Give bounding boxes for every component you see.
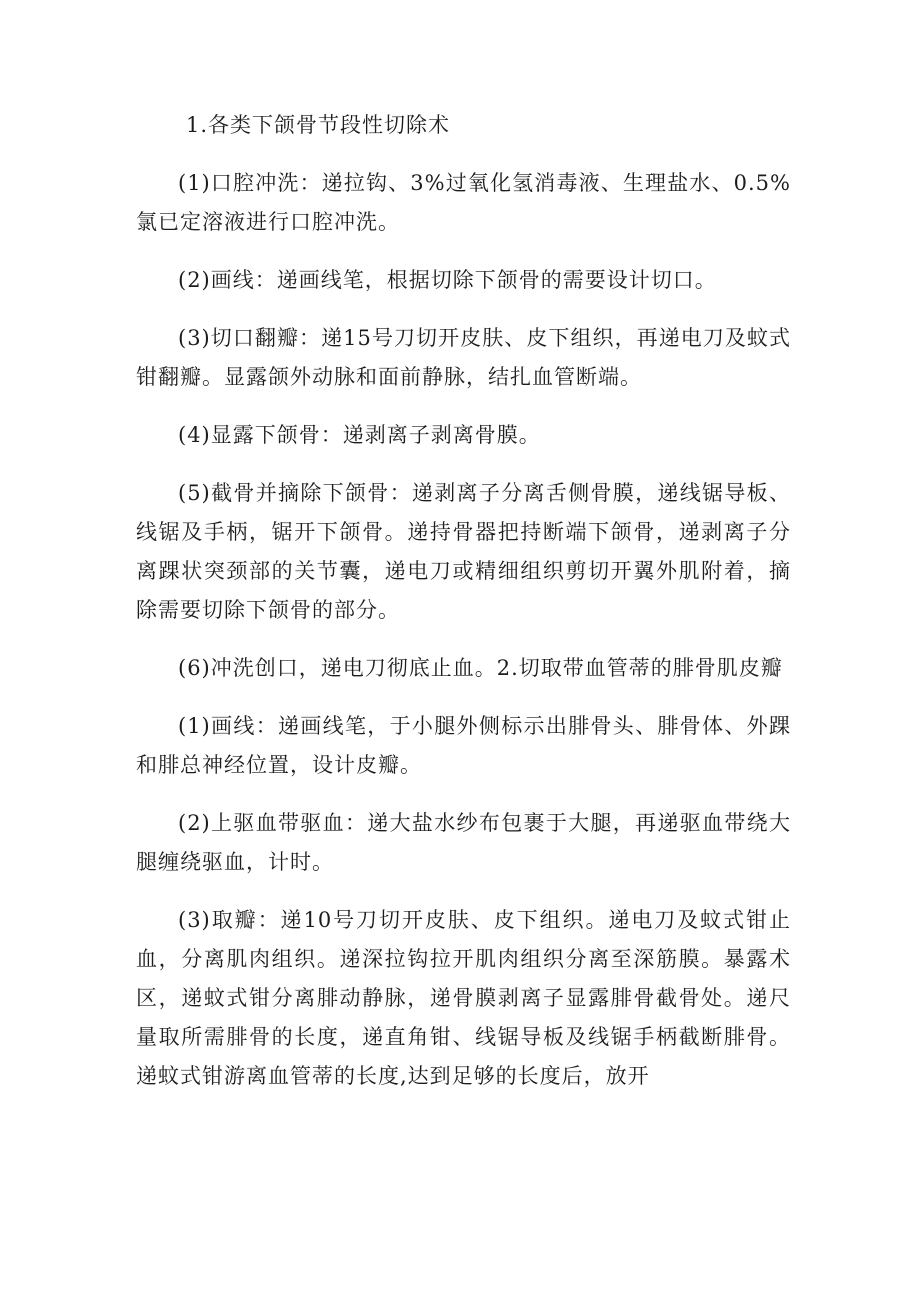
paragraph-oral-rinse: (1)口腔冲洗：递拉钩、3%过氧化氢消毒液、生理盐水、0.5%氯已定溶液进行口腔冲洗。 xyxy=(136,171,791,234)
paragraph-osteotomy: (5)截骨并摘除下颌骨：递剥离子分离舌侧骨膜，递线锯导板、线锯及手柄，锯开下颌骨。递持骨器把持断端下颌骨，递剥离子分离踝状突颈部的关节囊，递电刀或精细组织剪切开翼外肌附着，摘除需要切除下颌骨的部分。 xyxy=(136,481,791,622)
paragraph-fibula-marking: (1)画线：递画线笔，于小腿外侧标示出腓骨头、腓骨体、外踝和腓总神经位置，设计皮瓣。 xyxy=(136,714,791,777)
paragraph-expose-mandible: (4)显露下颌骨：递剥离子剥离骨膜。 xyxy=(178,423,541,447)
paragraph-rinse-wound: (6)冲洗创口，递电刀彻底止血。2.切取带血管蒂的腓骨肌皮瓣 xyxy=(178,656,783,680)
section-heading: 1.各类下颌骨节段性切除术 xyxy=(186,113,451,137)
document-body xyxy=(136,106,791,1115)
paragraph-flap-harvest: (3)取瓣：递10号刀切开皮肤、皮下组织。递电刀及蚊式钳止血，分离肌肉组织。递深拉钩拉开肌肉组织分离至深筋膜。暴露术区，递蚊式钳分离腓动静脉，递骨膜剥离子显露腓骨截骨处。递尺量取所需腓骨的长度，递直角钳、线锯导板及线锯手柄截断腓骨。递蚊式钳游离血管蒂的长度,达到足够的长度后，放开 xyxy=(136,908,791,1088)
paragraph-marking: (2)画线：递画线笔，根据切除下颌骨的需要设计切口。 xyxy=(178,268,717,292)
paragraph-tourniquet: (2)上驱血带驱血：递大盐水纱布包裹于大腿，再递驱血带绕大腿缠绕驱血，计时。 xyxy=(136,811,791,874)
paragraph-incision-flap: (3)切口翻瓣：递15号刀切开皮肤、皮下组织，再递电刀及蚊式钳翻瓣。显露颌外动脉和面前静脉，结扎血管断端。 xyxy=(136,326,791,389)
